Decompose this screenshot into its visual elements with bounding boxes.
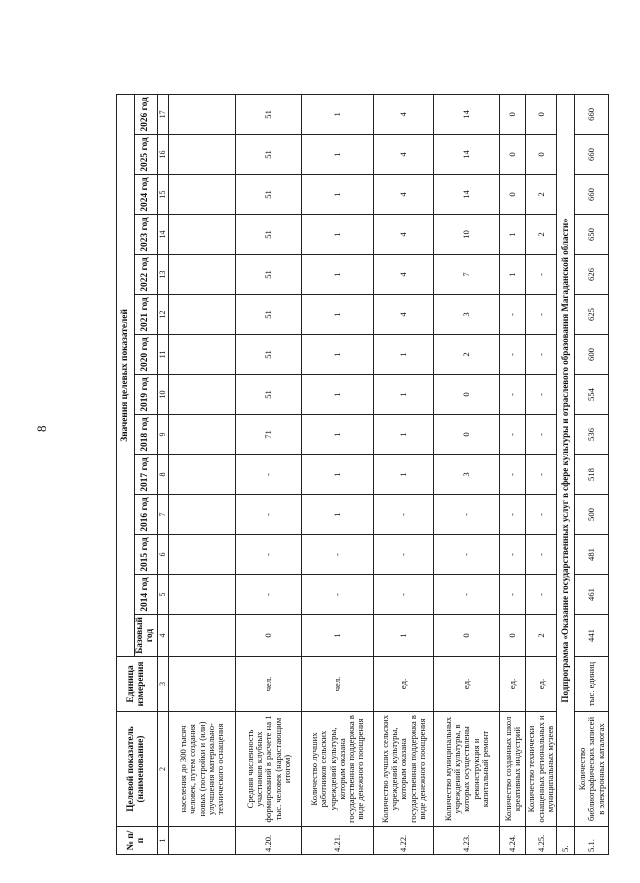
row-value: 1 [374,455,434,495]
row-value: 1 [302,255,374,295]
row-value: 2 [434,335,500,375]
table-row [302,94,374,854]
row-value: 625 [575,295,609,335]
row-value: 1 [302,94,374,134]
row-value [169,135,236,175]
row-value: 0 [500,175,526,215]
table-row [169,94,236,854]
row-indicator-name: Количество созданных школ креативных индустрий [500,712,526,827]
row-value: - [374,575,434,615]
row-value [169,94,236,134]
table-row [500,94,526,854]
row-value: - [434,575,500,615]
row-value: 1 [500,255,526,295]
row-unit: ед. [500,657,526,712]
row-value: 1 [302,415,374,455]
row-value: 10 [434,215,500,255]
column-index-row [157,94,169,854]
row-unit: тыс. единиц [575,657,609,712]
subprogram-title: Подпрограмма «Оказание государственных услуг в сфере культуры и отраслевого образования Магаданской области» [557,94,575,826]
row-value: 4 [374,135,434,175]
row-value [169,335,236,375]
row-value: - [236,455,302,495]
row-value: 626 [575,255,609,295]
header-row-top [117,94,135,854]
row-value: 650 [575,215,609,255]
row-value: 51 [236,335,302,375]
row-value: 518 [575,455,609,495]
row-value [169,375,236,415]
row-value: - [434,495,500,535]
row-value: 1 [302,495,374,535]
row-value: 0 [434,615,500,657]
row-unit [169,657,236,712]
row-value: - [526,295,557,335]
row-value: 0 [500,615,526,657]
row-value: 4 [374,175,434,215]
table-row [526,94,557,854]
header-num: № п/п [117,827,158,855]
table-row [575,94,609,854]
row-value: 660 [575,135,609,175]
column-index: 1 [157,827,169,855]
row-value: - [500,295,526,335]
row-value: 600 [575,335,609,375]
row-value: 7 [434,255,500,295]
row-value: 660 [575,175,609,215]
row-value: 0 [434,375,500,415]
row-value [169,215,236,255]
row-value: 0 [500,135,526,175]
column-index: 4 [157,615,169,657]
header-year: 2023 год [135,215,158,255]
row-unit: чел. [302,657,374,712]
row-value: 51 [236,375,302,415]
row-value [169,255,236,295]
row-number [169,827,236,855]
header-year: 2016 год [135,495,158,535]
row-value: - [500,415,526,455]
row-value: - [374,495,434,535]
subprogram-number: 5. [557,827,575,855]
row-value: 2 [526,175,557,215]
row-value: 461 [575,575,609,615]
row-value: 1 [374,375,434,415]
header-year: 2024 год [135,175,158,215]
column-index: 7 [157,495,169,535]
row-value: 4 [374,255,434,295]
row-indicator-name: Количество лучших работников сельских учреждений культуры, которым оказана государственная поддержка в виде денежного поощрения [302,712,374,827]
row-value: 51 [236,135,302,175]
row-unit: ед. [434,657,500,712]
row-value [169,495,236,535]
row-value: 0 [434,415,500,455]
row-value: 1 [302,215,374,255]
row-value: - [526,535,557,575]
row-value: - [236,535,302,575]
row-number: 4.22. [374,827,434,855]
column-index: 12 [157,295,169,335]
row-value: - [500,375,526,415]
row-value: 0 [526,94,557,134]
row-value [169,175,236,215]
row-value: - [526,255,557,295]
row-value: 1 [302,175,374,215]
row-value: - [500,455,526,495]
row-value: 1 [302,615,374,657]
header-year: 2017 год [135,455,158,495]
header-values-group: Значения целевых показателей [117,94,135,656]
row-value: 0 [236,615,302,657]
row-value: - [236,575,302,615]
header-year: 2021 год [135,295,158,335]
header-year: 2014 год [135,575,158,615]
header-year: 2018 год [135,415,158,455]
row-value: 1 [302,295,374,335]
row-value [169,455,236,495]
row-value: 441 [575,615,609,657]
row-value: 51 [236,295,302,335]
row-value: 1 [374,615,434,657]
header-year: 2020 год [135,335,158,375]
row-value: 660 [575,94,609,134]
row-unit: чел. [236,657,302,712]
row-value: 2 [526,215,557,255]
row-value: - [526,335,557,375]
row-indicator-name: Количество библиографических записей в электронных каталогах [575,712,609,827]
column-index: 10 [157,375,169,415]
column-index: 3 [157,657,169,712]
header-indicator: Целевой показатель (наименование) [117,712,158,827]
row-value: - [526,575,557,615]
row-value: 481 [575,535,609,575]
row-value: 14 [434,135,500,175]
row-value: 4 [374,215,434,255]
row-value: 14 [434,94,500,134]
row-value: - [374,535,434,575]
row-value: 71 [236,415,302,455]
row-value: 1 [374,335,434,375]
row-value: - [526,495,557,535]
row-value: 1 [500,215,526,255]
row-value: - [500,575,526,615]
row-value [169,415,236,455]
row-value: 3 [434,455,500,495]
column-index: 2 [157,712,169,827]
row-value: 51 [236,215,302,255]
header-year: 2019 год [135,375,158,415]
row-value: - [500,335,526,375]
row-value: 1 [302,455,374,495]
row-value: 536 [575,415,609,455]
row-value: 1 [302,335,374,375]
column-index: 14 [157,215,169,255]
row-value: 500 [575,495,609,535]
header-year: 2015 год [135,535,158,575]
row-value: - [302,535,374,575]
row-value: - [302,575,374,615]
row-number: 5.1. [575,827,609,855]
target-indicators-table [116,94,609,855]
row-unit: ед. [374,657,434,712]
row-value: - [526,455,557,495]
row-value: 51 [236,94,302,134]
row-value: - [434,535,500,575]
column-index: 11 [157,335,169,375]
column-index: 5 [157,575,169,615]
header-year: 2022 год [135,255,158,295]
row-value [169,535,236,575]
row-value: 4 [374,94,434,134]
column-index: 13 [157,255,169,295]
row-number: 4.23. [434,827,500,855]
column-index: 6 [157,535,169,575]
column-index: 16 [157,135,169,175]
row-value: - [526,375,557,415]
row-indicator-name: населения до 300 тысяч человек, путем создания новых (постройки и (или) улучшения материально-технического оснащения [169,712,236,827]
row-number: 4.20. [236,827,302,855]
rotated-page-content [116,95,606,855]
row-value: 4 [374,295,434,335]
row-value: 2 [526,615,557,657]
table-row [374,94,434,854]
row-indicator-name: Количество лучших сельских учреждений культуры, которым оказана государственная поддержка в виде денежного поощрения [374,712,434,827]
row-unit: ед. [526,657,557,712]
row-value: - [526,415,557,455]
row-value: 51 [236,255,302,295]
row-number: 4.24. [500,827,526,855]
row-value: 51 [236,175,302,215]
column-index: 9 [157,415,169,455]
table-row [434,94,500,854]
column-index: 17 [157,94,169,134]
row-indicator-name: Количество технически оснащенных региональных и муниципальных музеев [526,712,557,827]
row-value: - [500,495,526,535]
row-value [169,295,236,335]
row-value: - [500,535,526,575]
row-value: 1 [302,135,374,175]
page-number: 8 [34,425,49,432]
header-year: 2026 год [135,94,158,134]
row-indicator-name: Количество муниципальных учреждений культуры, в которых осуществлены реконструкция и капитальный ремонт [434,712,500,827]
row-value [169,615,236,657]
header-year: Базовый год [135,615,158,657]
row-value: 14 [434,175,500,215]
row-value: 0 [500,94,526,134]
table-row [236,94,302,854]
row-value [169,575,236,615]
row-value: 1 [302,375,374,415]
row-number: 4.25. [526,827,557,855]
row-value: 554 [575,375,609,415]
row-value: 3 [434,295,500,335]
subprogram-row [557,94,575,854]
column-index: 15 [157,175,169,215]
column-index: 8 [157,455,169,495]
row-value: 1 [374,415,434,455]
row-number: 4.21. [302,827,374,855]
row-value: - [236,495,302,535]
header-year: 2025 год [135,135,158,175]
row-value: 0 [526,135,557,175]
row-indicator-name: Средняя численность участников клубных формирований в расчете на 1 тыс. человек (нарастающим итогом) [236,712,302,827]
header-unit: Единица измерения [117,657,158,712]
